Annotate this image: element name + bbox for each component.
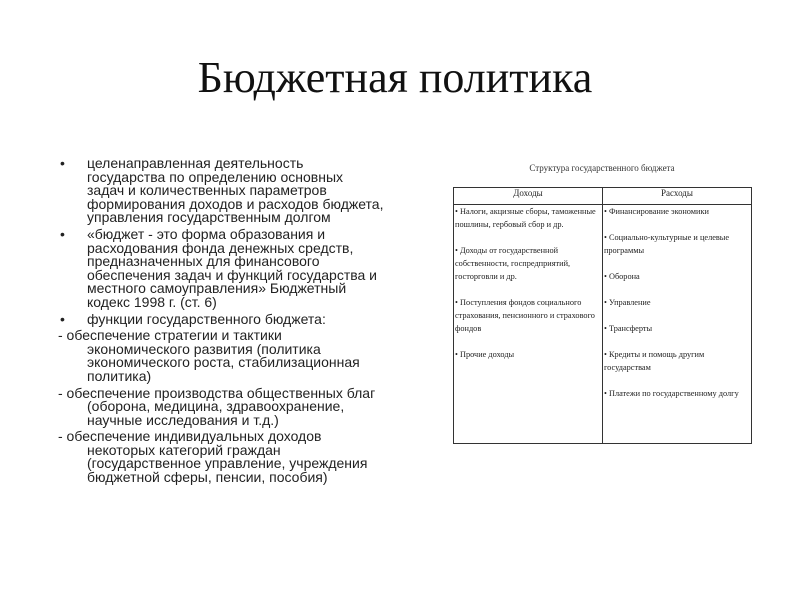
expenses-item: • Оборона	[603, 272, 640, 281]
text-line: некоторых категорий граждан	[87, 441, 281, 458]
bullet-icon: •	[60, 310, 65, 327]
expenses-item: • Платежи по государственному долгу	[603, 389, 739, 398]
list-item	[58, 157, 448, 225]
text-line: предназначенных для финансового	[87, 253, 320, 270]
bullet-icon: •	[60, 225, 65, 242]
list-item	[58, 430, 448, 484]
text-line: местного самоуправления» Бюджетный	[87, 280, 347, 297]
header-expenses: Расходы	[602, 188, 751, 205]
text-line: целенаправленная деятельность	[87, 155, 304, 171]
expenses-item: • Финансирование экономики	[603, 207, 709, 216]
text-line: экономического роста, стабилизационная	[87, 354, 360, 371]
list-item	[58, 384, 448, 428]
text-line: «бюджет - это форма образования и	[87, 225, 326, 242]
text-line: кодекс 1998 г. (ст. 6)	[87, 293, 217, 310]
text-line: (оборона, медицина, здравоохранение,	[87, 398, 345, 415]
text-line: экономического развития (политика	[87, 340, 321, 357]
income-item: • Прочие доходы	[455, 350, 515, 359]
text-line: - обеспечение производства общественных благ	[58, 384, 376, 401]
expenses-item: • Трансферты	[603, 324, 653, 333]
income-item: • Доходы от государственной собственности, госпредприятий, госторговли и др.	[455, 246, 571, 281]
list-item	[58, 310, 448, 327]
income-cell	[454, 205, 603, 444]
text-line: (государственное управление, учреждения	[87, 455, 368, 472]
bullet-icon: •	[60, 155, 65, 171]
table-caption: Структура государственного бюджета	[529, 163, 675, 173]
text-line: расходования фонда денежных средств,	[87, 239, 354, 256]
expenses-cell	[602, 205, 751, 444]
text-line: формирования доходов и расходов бюджета,	[87, 195, 384, 212]
text-line: управления государственным долгом	[87, 209, 331, 226]
body-text	[58, 157, 448, 488]
header-income: Доходы	[454, 188, 603, 205]
text-line: - обеспечение индивидуальных доходов	[58, 428, 322, 445]
expenses-item: • Кредиты и помощь другим государствам	[603, 350, 705, 372]
text-line: задач и количественных параметров	[87, 182, 327, 199]
text-line: государства по определению основных	[87, 168, 344, 185]
text-line: обеспечения задач и функций государства и	[87, 266, 378, 283]
text-line: научные исследования и т.д.)	[87, 411, 279, 428]
income-item: • Налоги, акцизные сборы, таможенные пошлины, гербовый сбор и др.	[455, 207, 596, 229]
slide-title: Бюджетная политика	[197, 53, 593, 102]
text-line: - обеспечение стратегии и тактики	[58, 327, 282, 344]
list-item	[58, 329, 448, 383]
expenses-item: • Управление	[603, 298, 651, 307]
expenses-item: • Социально-культурные и целевые программы	[603, 233, 730, 255]
text-line: политика)	[87, 367, 152, 384]
income-item: • Поступления фондов социального страхования, пенсионного и страхового фондов	[455, 298, 595, 333]
text-line: функции государственного бюджета:	[87, 310, 326, 327]
text-line: бюджетной сферы, пенсии, пособия)	[87, 469, 328, 486]
list-item	[58, 225, 448, 310]
budget-structure-table	[453, 187, 752, 444]
